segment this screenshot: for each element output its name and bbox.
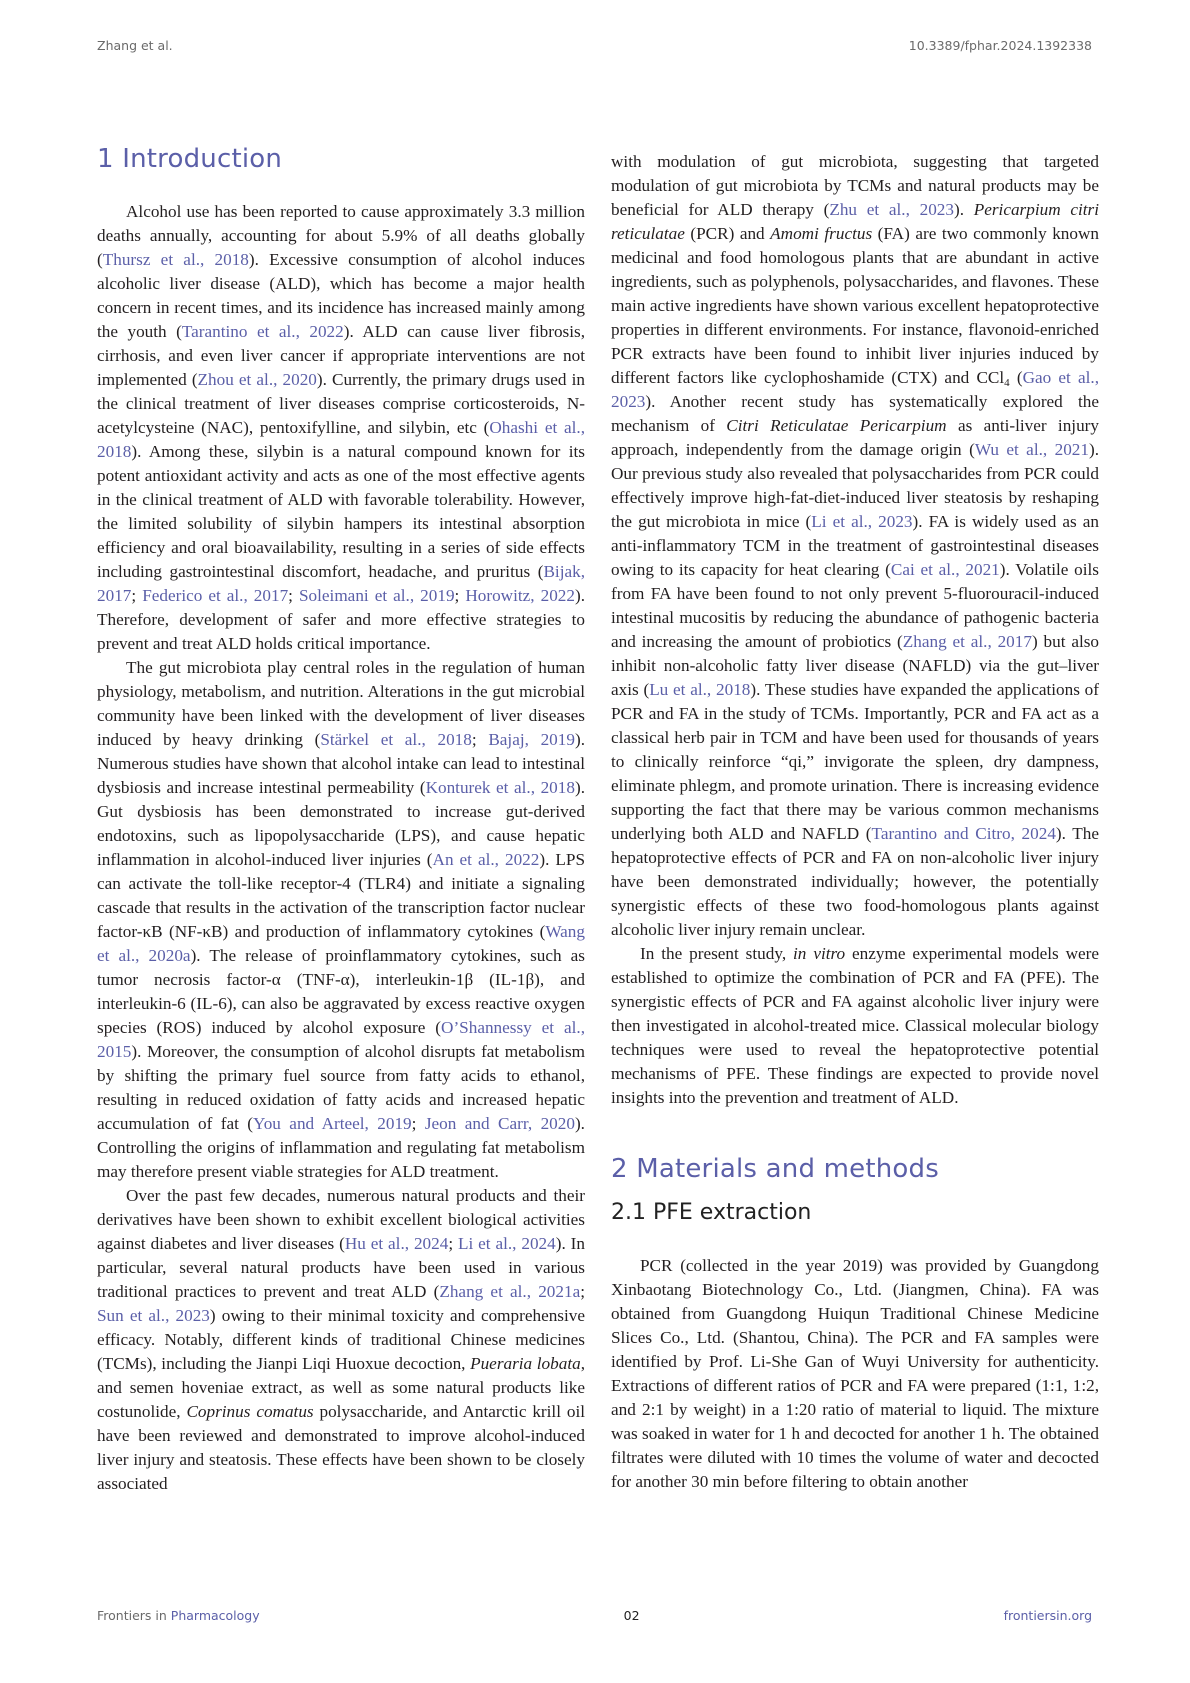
citation-link[interactable]: Wu et al., 2021 [974, 440, 1089, 459]
citation-link[interactable]: Bajaj, 2019 [488, 730, 575, 749]
citation-link[interactable]: An et al., 2022 [432, 850, 540, 869]
citation-link[interactable]: Gao et al., 2023 [611, 368, 1099, 411]
footer-journal-prefix: Frontiers in [97, 1608, 171, 1623]
citation-link[interactable]: Jeon and Carr, 2020 [424, 1114, 575, 1133]
citation-link[interactable]: Bijak, 2017 [97, 562, 585, 605]
footer-site-link[interactable]: frontiersin.org [1003, 1608, 1092, 1623]
methods-paragraph-1: PCR (collected in the year 2019) was provided by Guangdong Xinbaotang Biotechnology Co., Ltd. (Jiangmen, China). FA was obtained from Guangdong Huiqun Traditional Chinese Medicine Slices Co., Ltd. (Shantou, China). The PCR and FA samples were identified by Prof. Li-She Gan of Wuyi University for authenticity. Extractions of different ratios of PCR and FA were prepared (1:1, 1:2, and 2:1 by weight) in a 1:20 ratio of material to liquid. The mixture was soaked in water for 1 h and decocted for another 1 h. The obtained filtrates were diluted with 10 times the volume of water and decocted for another 30 min before filtering to obtain another [611, 1256, 1099, 1491]
intro-paragraph-2: The gut microbiota play central roles in the regulation of human physiology, metabolism, and nutrition. Alterations in the gut microbial community have been linked with the development of liver diseases induced by heavy drinking (Stärkel et al., 2018; Bajaj, 2019). Numerous studies have shown that alcohol intake can lead to intestinal dysbiosis and increase intestinal permeability (Konturek et al., 2018). Gut dysbiosis has been demonstrated to increase gut-derived endotoxins, such as lipopolysaccharide (LPS), and cause hepatic inflammation in alcohol-induced liver injuries (An et al., 2022). LPS can activate the toll-like receptor-4 (TLR4) and initiate a signaling cascade that results in the activation of the transcription factor nuclear factor-κB (NF-κB) and production of inflammatory cytokines (Wang et al., 2020a). The release of proinflammatory cytokines, such as tumor necrosis factor-α (TNF-α), interleukin-1β (IL-1β), and interleukin-6 (IL-6), can also be aggravated by excess reactive oxygen species (ROS) induced by alcohol exposure (O’Shannessy et al., 2015). Moreover, the consumption of alcohol disrupts fat metabolism by shifting the primary fuel source from fatty acids to ethanol, resulting in reduced oxidation of fatty acids and increased hepatic accumulation of fat (You and Arteel, 2019; Jeon and Carr, 2020). Controlling the origins of inflammation and regulating fat metabolism may therefore present viable strategies for ALD treatment. [97, 658, 586, 1181]
intro-paragraph-3-part-b: with modulation of gut microbiota, suggesting that targeted modulation of gut microbiota by TCMs and natural products may be beneficial for ALD therapy (Zhu et al., 2023). Pericarpium citri reticulatae (PCR) and Amomi fructus (FA) are two commonly known medicinal and food homologous plants that are abundant in active ingredients, such as polyphenols, polysaccharides, and flavones. These main active ingredients have shown various excellent hepatoprotective properties in different environments. For instance, flavonoid-enriched PCR extracts have been found to inhibit liver injuries induced by different factors like cyclophoshamide (CTX) and CCl$_4$ (Gao et al., 2023). Another recent study has systematically explored the mechanism of Citri Reticulatae Pericarpium as anti-liver injury approach, independently from the damage origin (Wu et al., 2021). Our previous study also revealed that polysaccharides from PCR could effectively improve high-fat-diet-induced liver steatosis by reshaping the gut microbiota in mice (Li et al., 2023). FA is widely used as an anti-inflammatory TCM in the treatment of gastrointestinal diseases owing to its capacity for heat clearing (Cai et al., 2021). Volatile oils from FA have been found to not only prevent 5-fluorouracil-induced intestinal mucositis by reducing the abundance of pathogenic bacteria and increasing the amount of probiotics (Zhang et al., 2017) but also inhibit non-alcoholic fatty liver disease (NAFLD) via the gut–liver axis (Lu et al., 2018). These studies have expanded the applications of PCR and FA in the study of TCMs. Importantly, PCR and FA act as a classical herb pair in TCM and have been used for thousands of years to clinically reinforce “qi,” invigorate the spleen, dry dampness, eliminate phlegm, and promote urination. There is increasing evidence supporting the fact that there may be various common mechanisms underlying both ALD and NAFLD (Tarantino and Citro, 2024). The hepatoprotective effects of PCR and FA on non-alcoholic liver injury have been demonstrated individually; however, the potentially synergistic effects of these two food-homologous plants against alcoholic liver injury remain unclear. [611, 152, 1100, 939]
citation-link[interactable]: Stärkel et al., 2018 [320, 730, 472, 749]
citation-link[interactable]: Horowitz, 2022 [465, 586, 575, 605]
citation-link[interactable]: Thursz et al., 2018 [102, 250, 249, 269]
page-number: 02 [623, 1608, 640, 1623]
header-doi: 10.3389/fphar.2024.1392338 [908, 38, 1092, 53]
italic-term: Amomi fructus [770, 224, 873, 243]
italic-term: in vitro [793, 944, 846, 963]
italic-term: Pericarpium citri reticulatae [611, 200, 1099, 243]
citation-link[interactable]: Zhang et al., 2021a [439, 1282, 581, 1301]
citation-link[interactable]: Cai et al., 2021 [890, 560, 1000, 579]
intro-paragraph-1: Alcohol use has been reported to cause approximately 3.3 million deaths annually, accounting for about 5.9% of all deaths globally (Thursz et al., 2018). Excessive consumption of alcohol induces alcoholic liver disease (ALD), which has become a major health concern in recent times, and its incidence has increased mainly among the youth (Tarantino et al., 2022). ALD can cause liver fibrosis, cirrhosis, and even liver cancer if appropriate interventions are not implemented (Zhou et al., 2020). Currently, the primary drugs used in the clinical treatment of liver diseases comprise corticosteroids, N-acetylcysteine (NAC), pentoxifylline, and silybin, etc (Ohashi et al., 2018). Among these, silybin is a natural compound known for its potent antioxidant activity and acts as one of the most effective agents in the clinical treatment of ALD with favorable tolerability. However, the limited solubility of silybin hampers its intestinal absorption efficiency and oral bioavailability, resulting in a series of side effects including gastrointestinal discomfort, headache, and pruritus (Bijak, 2017; Federico et al., 2017; Soleimani et al., 2019; Horowitz, 2022). Therefore, development of safer and more effective strategies to prevent and treat ALD holds critical importance. [97, 202, 586, 653]
citation-link[interactable]: O’Shannessy et al., 2015 [97, 1018, 586, 1061]
citation-link[interactable]: You and Arteel, 2019 [253, 1114, 412, 1133]
citation-link[interactable]: Sun et al., 2023 [97, 1306, 210, 1325]
citation-link[interactable]: Konturek et al., 2018 [425, 778, 575, 797]
running-header [97, 38, 1092, 53]
citation-link[interactable]: Li et al., 2023 [811, 512, 913, 531]
header-authors: Zhang et al. [97, 38, 173, 53]
footer-journal [97, 1608, 260, 1623]
citation-link[interactable]: Wang et al., 2020a [97, 922, 585, 965]
citation-link[interactable]: Zhang et al., 2017 [902, 632, 1032, 651]
citation-link[interactable]: Hu et al., 2024 [344, 1234, 449, 1253]
footer-journal-name: Pharmacology [170, 1608, 260, 1623]
citation-link[interactable]: Zhu et al., 2023 [829, 200, 954, 219]
italic-term: Pueraria lobata [470, 1354, 581, 1373]
left-column [97, 144, 586, 1496]
citation-link[interactable]: Federico et al., 2017 [142, 586, 289, 605]
subscript: 4 [1004, 377, 1010, 389]
citation-link[interactable]: Li et al., 2024 [458, 1234, 556, 1253]
citation-link[interactable]: Lu et al., 2018 [649, 680, 751, 699]
running-footer [97, 1608, 1092, 1623]
citation-link[interactable]: Soleimani et al., 2019 [298, 586, 455, 605]
right-column [611, 150, 1099, 1494]
subsection-heading-pfe-extraction: 2.1 PFE extraction [611, 1200, 812, 1225]
italic-term: Coprinus comatus [186, 1402, 314, 1421]
intro-paragraph-3-part-a: Over the past few decades, numerous natural products and their derivatives have been shown to exhibit excellent biological activities against diabetes and liver diseases (Hu et al., 2024; Li et al., 2024). In particular, several natural products have been used in various traditional practices to prevent and treat ALD (Zhang et al., 2021a; Sun et al., 2023) owing to their minimal toxicity and comprehensive efficacy. Notably, different kinds of traditional Chinese medicines (TCMs), including the Jianpi Liqi Huoxue decoction, Pueraria lobata, and semen hoveniae extract, as well as some natural products like costunolide, Coprinus comatus polysaccharide, and Antarctic krill oil have been reviewed and demonstrated to improve alcohol-induced liver injury and steatosis. These effects have been shown to be closely associated [97, 1186, 586, 1493]
citation-link[interactable]: Tarantino and Citro, 2024 [871, 824, 1056, 843]
citation-link[interactable]: Ohashi et al., 2018 [97, 418, 585, 461]
section-heading-materials-methods: 2 Materials and methods [611, 1154, 939, 1184]
italic-term: Citri Reticulatae Pericarpium [726, 416, 947, 435]
intro-paragraph-4: In the present study, in vitro enzyme experimental models were established to optimize the combination of PCR and FA (PFE). The synergistic effects of PCR and FA against alcoholic liver injury were then investigated in alcohol-treated mice. Classical molecular biology techniques were used to reveal the hepatoprotective potential mechanisms of PFE. These findings are expected to provide novel insights into the prevention and treatment of ALD. [611, 944, 1099, 1107]
citation-link[interactable]: Zhou et al., 2020 [197, 370, 317, 389]
section-heading-introduction: 1 Introduction [97, 144, 283, 174]
citation-link[interactable]: Tarantino et al., 2022 [181, 322, 344, 341]
